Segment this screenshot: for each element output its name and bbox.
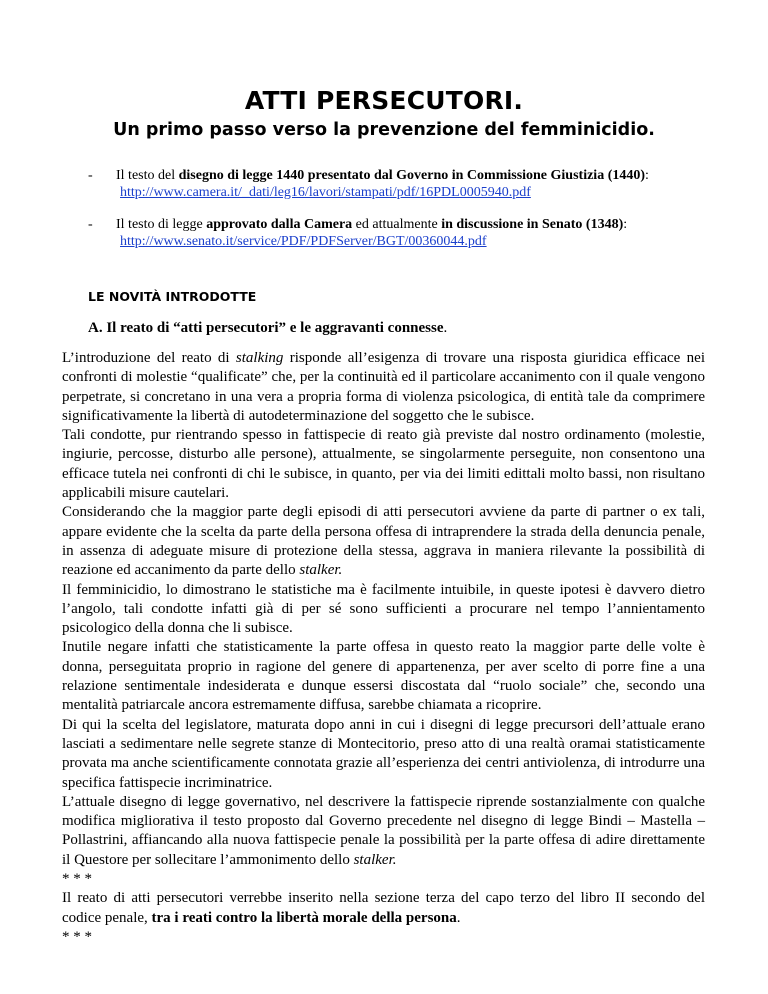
link-camera-pdf[interactable]: http://www.camera.it/_dati/leg16/lavori/stampati/pdf/16PDL0005940.pdf: [120, 185, 531, 200]
paragraph: L’introduzione del reato di stalking risponde all’esigenza di trovare una risposta giuridica efficace nei confronti di molestie “qualificate” che, per la continuità ed il particolare accanimento con il quale vengono perpetrate, si concretano in una vera a propria forma di violenza psicologica, di entità tale da comprimere significativamente la libertà di autodeterminazione del soggetto che le subisce.: [62, 350, 705, 424]
document-title: ATTI PERSECUTORI.: [244, 86, 524, 115]
bullet-dash: -: [88, 168, 93, 183]
paragraph: Considerando che la maggior parte degli episodi di atti persecutori avviene da parte di partner o ex tali, appare evidente che la scelta da parte della persona offesa di intraprendere la strada della denuncia penale, in assenza di adeguate misure di protezione della stessa, aggrava in maniera rilevante la possibilità di reazione ed accanimento da parte dello stalker.: [62, 504, 705, 579]
document-subtitle: Un primo passo verso la prevenzione del femminicidio.: [113, 120, 655, 140]
paragraph: L’attuale disegno di legge governativo, nel descrivere la fattispecie riprende sostanzialmente con qualche modifica migliorativa il testo proposto dal Governo precedente nel disegno di legge Bindi – Mastella – Pollastrini, affiancando alla nuova fattispecie penale la possibilità per la parte offesa di adire direttamente il Questore per sollecitare l’ammonimento dello stalker.: [62, 793, 705, 868]
paragraph: Inutile negare infatti che statisticamente la parte offesa in questo reato la maggior parte delle volte è donna, perseguitata proprio in ragione del genere di appartenenza, per aver scelto di porre fine a una relazione sentimentale indesiderata e dunque essersi discostata dal “ruolo sociale” che, secondo una mentalità patriarcale ancora estremamente diffusa, sarebbe chiamata a ricoprire.: [62, 639, 705, 714]
paragraph: Il femminicidio, lo dimostrano le statistiche ma è facilmente intuibile, in queste ipotesi è davvero dietro l’angolo, tali condotte infatti già di per sé sono sufficienti a procurare nel tempo l’annientamento psicologico della donna che li subisce.: [62, 581, 705, 637]
link-senato-pdf[interactable]: http://www.senato.it/service/PDF/PDFServer/BGT/00360044.pdf: [120, 234, 487, 249]
section-heading: LE NOVITÀ INTRODOTTE: [88, 289, 257, 304]
bullet-dash: -: [88, 217, 93, 232]
paragraph: Di qui la scelta del legislatore, maturata dopo anni in cui i disegni di legge precursori dell’attuale erano lasciati a sedimentare nelle segrete stanze di Montecitorio, preso atto di una realtà oramai statisticamente provata ma anche scientificamente connotata grazie all’esperienza dei centri antiviolenza, di introdurre una specifica fattispecie incriminatrice.: [62, 716, 705, 791]
paragraph: Il reato di atti persecutori verrebbe inserito nella sezione terza del capo terzo del libro II secondo del codice penale, tra i reati contro la libertà morale della persona.: [62, 890, 705, 926]
bullet-text: Il testo del disegno di legge 1440 presentato dal Governo in Commissione Giustizia (1440): http://www.camera.it/_dati/leg16/lavori/stampati/pdf/16PDL0005940.pdf: [116, 168, 736, 201]
separator: * * *: [62, 928, 92, 945]
body-text: [62, 349, 705, 947]
bullet-text: Il testo di legge approvato dalla Camera ed attualmente in discussione in Senato (1348): http://www.senato.it/service/PDF/PDFServer/BGT/00360044.pdf: [116, 217, 736, 250]
separator: * * *: [62, 871, 92, 888]
subsection-heading: A. Il reato di “atti persecutori” e le aggravanti connesse.: [88, 320, 448, 336]
paragraph: Tali condotte, pur rientrando spesso in fattispecie di reato già previste dal nostro ordinamento (molestie, ingiurie, percosse, disturbo alle persone), attualmente, se singolarmente perseguite, non consentono una efficace tutela nei confronti di chi le subisce, in quanto, per via dei limiti edittali molto bassi, non risultano applicabili misure cautelari.: [62, 427, 705, 502]
